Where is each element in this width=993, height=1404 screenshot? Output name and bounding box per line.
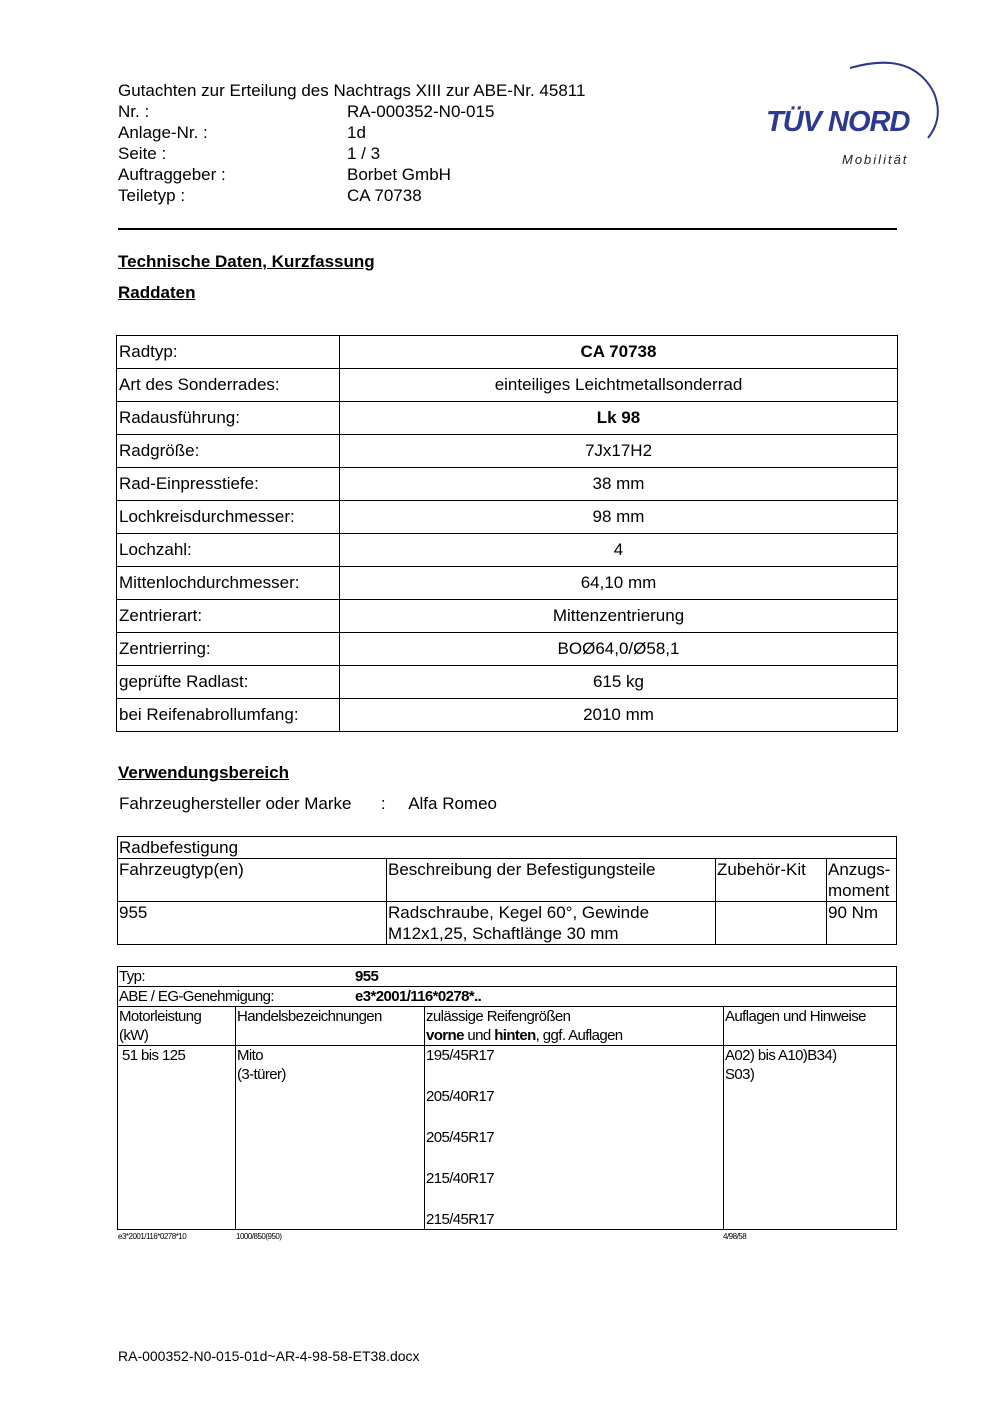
wheel-data-table (116, 335, 898, 732)
wheel-label: Rad-Einpresstiefe: (117, 468, 340, 501)
header-label: Anlage-Nr. : (118, 123, 208, 142)
reifen-header-und: und (463, 1027, 495, 1044)
tuev-nord-logo (762, 58, 942, 178)
table-row (117, 402, 898, 435)
wheel-value: Lk 98 (340, 402, 898, 435)
column-header: Anzugs-moment (827, 859, 897, 902)
table-row (118, 1046, 897, 1230)
reifen-header-hinten: hinten (494, 1027, 536, 1044)
document-title: Gutachten zur Erteilung des Nachtrags XIII zur ABE-Nr. 45811 (118, 81, 586, 100)
header-label: Nr. : (118, 102, 150, 121)
header-row-seite (118, 143, 585, 164)
header-label: Seite : (118, 144, 167, 163)
table-row (117, 468, 898, 501)
heading-technische-daten: Technische Daten, Kurzfassung (118, 252, 375, 271)
table-row (117, 600, 898, 633)
table-row (118, 1007, 897, 1046)
column-header-handelsbezeichnungen: Handelsbezeichnungen (236, 1007, 425, 1046)
column-header: Fahrzeugtyp(en) (118, 859, 387, 902)
tyre-size: 215/40R17 (426, 1170, 494, 1187)
table-row (118, 967, 897, 987)
table-row (118, 859, 897, 902)
wheel-value: 64,10 mm (340, 567, 898, 600)
header-value: 1d (347, 123, 366, 142)
wheel-value: 615 kg (340, 666, 898, 699)
column-header: Zubehör-Kit (716, 859, 827, 902)
wheel-label: Lochzahl: (117, 534, 340, 567)
wheel-label: Zentrierart: (117, 600, 340, 633)
wheel-label: Radausführung: (117, 402, 340, 435)
wheel-label: Radtyp: (117, 336, 340, 369)
column-header-motorleistung: Motorleistung (kW) (118, 1007, 236, 1046)
header-label: Auftraggeber : (118, 165, 226, 184)
tyre-size: 215/45R17 (426, 1211, 494, 1228)
typ-footnote-3: 4/98/58 (723, 1232, 747, 1241)
cell-handelsbezeichnungen (236, 1046, 425, 1230)
cell-auflagen (724, 1046, 897, 1230)
abe-value: e3*2001/116*0278*.. (355, 988, 482, 1005)
table-row (118, 837, 897, 859)
maker-label: Fahrzeughersteller oder Marke (119, 794, 352, 813)
cell-beschreibung: Radschraube, Kegel 60°, Gewinde M12x1,25, Schaftlänge 30 mm (387, 902, 716, 945)
table-row (117, 369, 898, 402)
abe-label: ABE / EG-Genehmigung: (119, 988, 274, 1005)
header-value: Borbet GmbH (347, 165, 451, 184)
header-divider (118, 228, 897, 230)
logo-subtitle: Mobilität (842, 152, 909, 167)
table-row (117, 567, 898, 600)
header-value: 1 / 3 (347, 144, 381, 163)
document-footer: RA-000352-N0-015-01d~AR-4-98-58-ET38.docx (118, 1348, 420, 1364)
tyre-size: 205/40R17 (426, 1088, 494, 1105)
table-row (117, 435, 898, 468)
table-row (117, 699, 898, 732)
auflagen-line1: A02) bis A10)B34) (725, 1047, 837, 1064)
wheel-label: Art des Sonderrades: (117, 369, 340, 402)
wheel-label: Lochkreisdurchmesser: (117, 501, 340, 534)
table-row (117, 336, 898, 369)
wheel-label: Mittenlochdurchmesser: (117, 567, 340, 600)
header-label: Teiletyp : (118, 186, 186, 205)
header-row-teiletyp (118, 185, 585, 206)
table-row (117, 501, 898, 534)
wheel-value: CA 70738 (340, 336, 898, 369)
wheel-value: 98 mm (340, 501, 898, 534)
wheel-label: geprüfte Radlast: (117, 666, 340, 699)
typ-footnote-1: e3*2001/116*0278*10 (118, 1232, 187, 1241)
reifen-header-line1: zulässige Reifengrößen (426, 1008, 571, 1025)
column-header: Beschreibung der Befestigungsteile (387, 859, 716, 902)
maker-line (119, 794, 497, 814)
tyre-size: 195/45R17 (426, 1047, 494, 1064)
maker-separator: : (380, 794, 386, 813)
wheel-value: 4 (340, 534, 898, 567)
header-value: CA 70738 (347, 186, 422, 205)
typ-label: Typ: (119, 968, 145, 985)
logo-brand: TÜV NORD (766, 106, 910, 138)
radbefestigung-table (117, 836, 897, 945)
cell-anzugsmoment: 90 Nm (827, 902, 897, 945)
tyre-size: 205/45R17 (426, 1129, 494, 1146)
table-row (117, 633, 898, 666)
table-row (117, 534, 898, 567)
wheel-value: 38 mm (340, 468, 898, 501)
header-row-nr (118, 101, 585, 122)
wheel-value: 2010 mm (340, 699, 898, 732)
column-header-reifengroessen (425, 1007, 724, 1046)
wheel-label: bei Reifenabrollumfang: (117, 699, 340, 732)
cell-fahrzeugtyp: 955 (118, 902, 387, 945)
heading-raddaten: Raddaten (118, 283, 196, 302)
typ-value: 955 (355, 968, 379, 985)
wheel-value: BOØ64,0/Ø58,1 (340, 633, 898, 666)
wheel-label: Radgröße: (117, 435, 340, 468)
table-row (118, 987, 897, 1007)
table-row (118, 902, 897, 945)
reifen-header-rest: , ggf. Auflagen (535, 1027, 623, 1044)
typ-footnote-2: 1000/850(950) (236, 1232, 282, 1241)
column-header-auflagen: Auflagen und Hinweise (724, 1007, 897, 1046)
handel-line2: (3-türer) (237, 1066, 286, 1083)
header-row-auftraggeber (118, 164, 585, 185)
wheel-value: einteiliges Leichtmetallsonderrad (340, 369, 898, 402)
maker-value: Alfa Romeo (408, 794, 498, 813)
reifen-header-vorne: vorne (426, 1027, 464, 1044)
heading-verwendungsbereich: Verwendungsbereich (118, 763, 289, 782)
document-header (118, 80, 585, 206)
typ-table (117, 966, 897, 1230)
wheel-value: Mittenzentrierung (340, 600, 898, 633)
radbefestigung-title: Radbefestigung (118, 837, 897, 859)
wheel-value: 7Jx17H2 (340, 435, 898, 468)
handel-line1: Mito (237, 1047, 263, 1064)
table-row (117, 666, 898, 699)
header-value: RA-000352-N0-015 (347, 102, 495, 121)
cell-motorleistung: 51 bis 125 (118, 1046, 236, 1230)
wheel-label: Zentrierring: (117, 633, 340, 666)
header-row-anlage (118, 122, 585, 143)
cell-zubehoer-kit (716, 902, 827, 945)
auflagen-line2: S03) (725, 1066, 755, 1083)
cell-reifengroessen (425, 1046, 724, 1230)
